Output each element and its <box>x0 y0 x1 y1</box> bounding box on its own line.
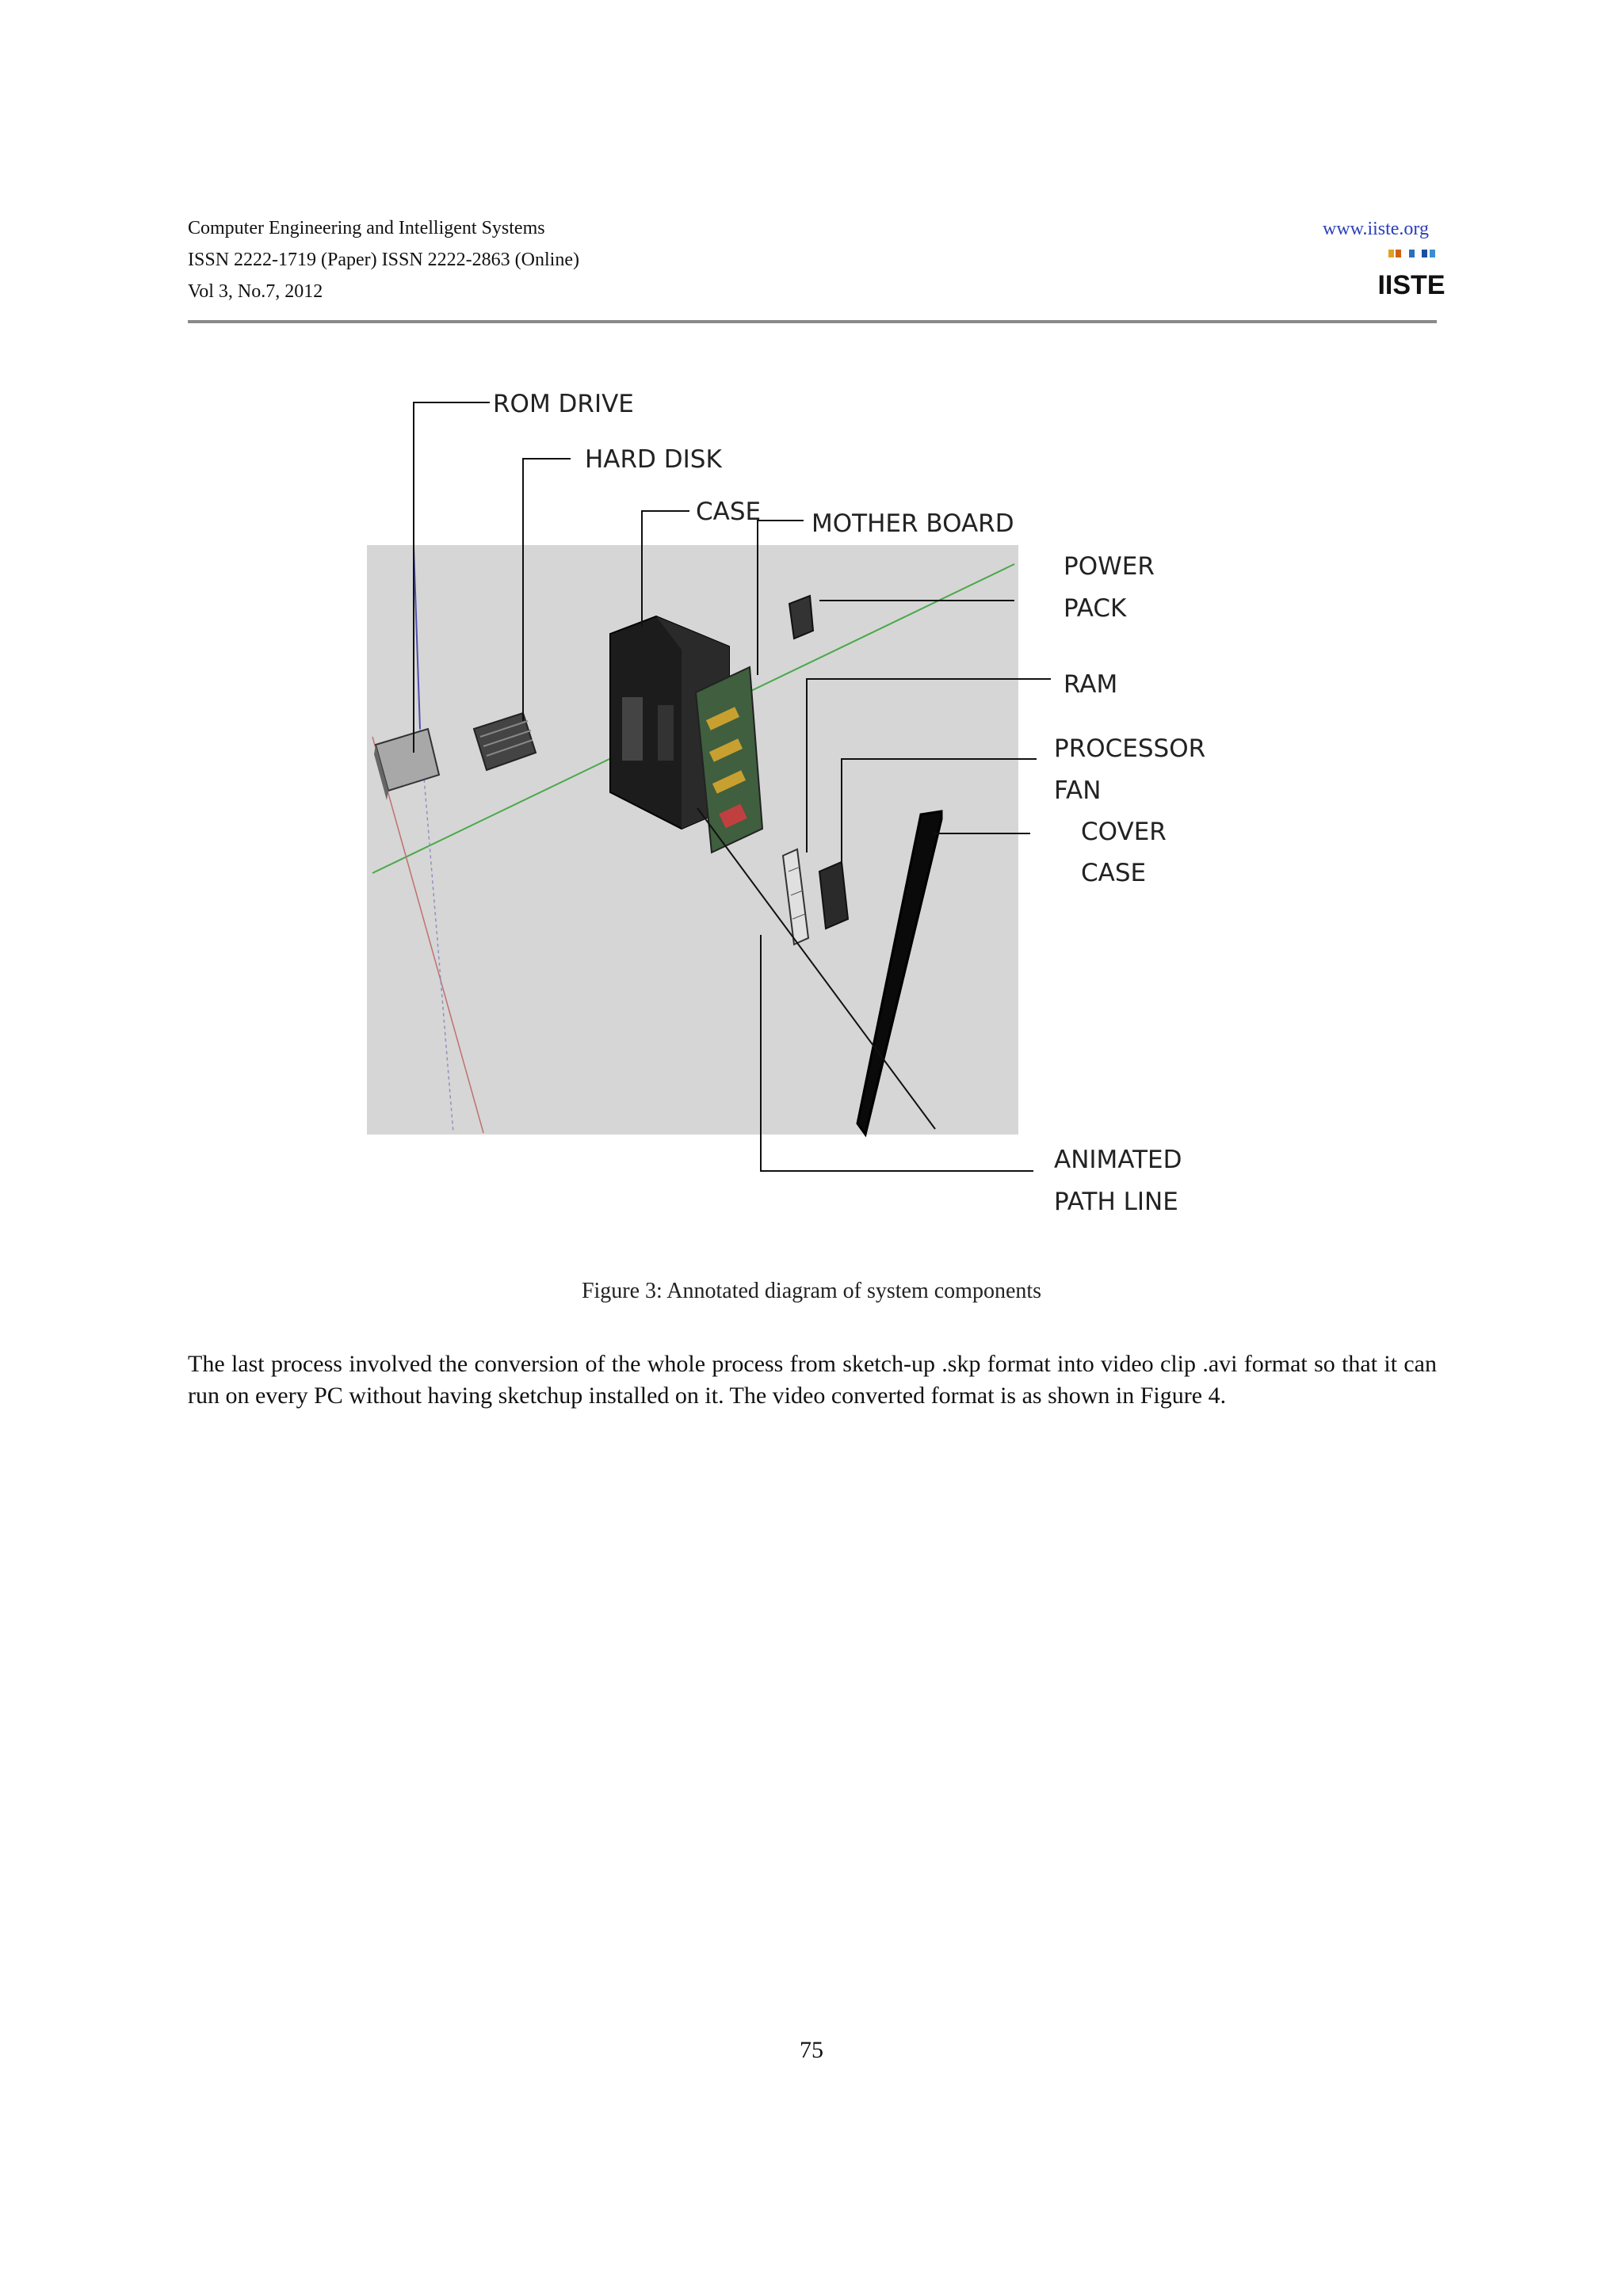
annotated-diagram <box>357 380 1244 1252</box>
figure-caption: Figure 3: Annotated diagram of system components <box>581 1279 1042 1303</box>
volume-line: Vol 3, No.7, 2012 <box>188 281 323 302</box>
iiste-logo <box>1377 248 1445 300</box>
label-cover-case-2: CASE <box>1081 859 1147 887</box>
label-processor-fan-2: FAN <box>1054 776 1102 805</box>
svg-text:IISTE: IISTE <box>1377 270 1445 300</box>
journal-url[interactable]: www.iiste.org <box>1323 219 1429 239</box>
issn-line: ISSN 2222-1719 (Paper) ISSN 2222-2863 (Online) <box>188 250 579 270</box>
label-mother-board: MOTHER BOARD <box>812 509 1014 538</box>
label-hard-disk: HARD DISK <box>585 445 722 474</box>
label-ram: RAM <box>1064 670 1118 699</box>
label-power-pack-1: POWER <box>1064 552 1155 581</box>
label-animated-path-2: PATH LINE <box>1054 1188 1178 1216</box>
page-number: 75 <box>800 2037 823 2063</box>
power-pack-model <box>789 596 813 639</box>
journal-title: Computer Engineering and Intelligent Systems <box>188 218 545 238</box>
header-rule <box>188 320 1437 323</box>
label-processor-fan-1: PROCESSOR <box>1054 734 1206 763</box>
body-paragraph: The last process involved the conversion of the whole process from sketch-up .skp format into video clip .avi format so that it can run on every PC without having sketchup installed on it. The video converted format is as shown in Figure 4. <box>188 1351 1437 1409</box>
label-power-pack-2: PACK <box>1064 594 1127 623</box>
label-cover-case-1: COVER <box>1081 818 1167 846</box>
label-case: CASE <box>696 498 762 526</box>
label-animated-path-1: ANIMATED <box>1054 1146 1182 1174</box>
label-rom-drive: ROM DRIVE <box>493 390 634 418</box>
